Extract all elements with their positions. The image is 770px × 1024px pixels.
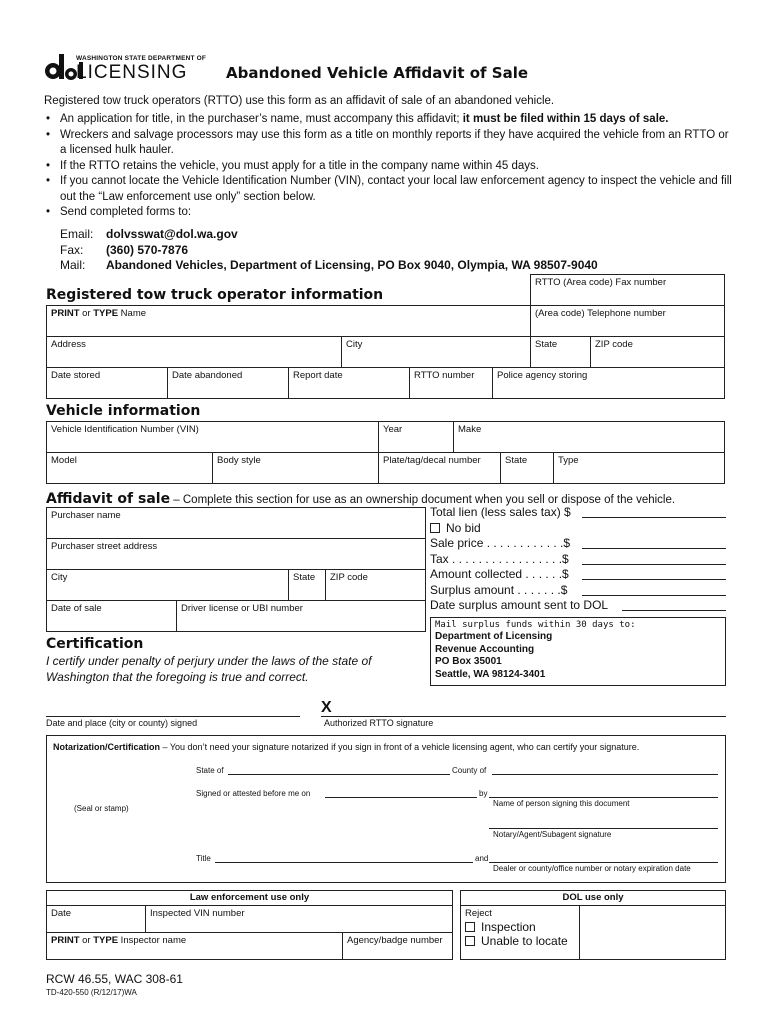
purchaser-zip-field[interactable]: ZIP code: [325, 569, 426, 601]
total-lien-line[interactable]: Total lien (less sales tax) $: [430, 505, 726, 521]
mail-surplus-box: Mail surplus funds within 30 days to: Department of Licensing Revenue Accounting PO Box 35001 Seattle, WA 98124-3401: [430, 617, 726, 686]
plate-field[interactable]: Plate/tag/decal number: [378, 452, 501, 484]
dol-use-heading: DOL use only: [460, 890, 726, 906]
bullet-item: • Send completed forms to:: [44, 205, 734, 221]
rcw-reference: RCW 46.55, WAC 308-61: [46, 972, 183, 986]
agency-small: WASHINGTON STATE DEPARTMENT OF: [76, 55, 207, 62]
dealer-number-line[interactable]: [489, 862, 718, 863]
sale-amounts: [430, 505, 726, 614]
rtto-city-field[interactable]: City: [341, 336, 531, 368]
affidavit-heading: Affidavit of sale – Complete this section for use as an ownership document when you sell or dispose of the vehicle.: [46, 491, 676, 507]
purchaser-city-field[interactable]: City: [46, 569, 289, 601]
certification-text: I certify under penalty of perjury under the laws of the state of Washington that the foregoing is true and correct.: [46, 654, 372, 684]
tax-line[interactable]: Tax . . . . . . . . . . . . . . . . .$: [430, 552, 726, 568]
model-field[interactable]: Model: [46, 452, 213, 484]
year-field[interactable]: Year: [378, 421, 454, 453]
report-date-field[interactable]: Report date: [288, 367, 410, 399]
notary-title-line[interactable]: [215, 862, 473, 863]
dol-reject-field: Reject Inspection Unable to locate: [460, 905, 580, 960]
instructions-list: [44, 112, 734, 221]
vin-field[interactable]: Vehicle Identification Number (VIN): [46, 421, 379, 453]
fax-number: (360) 570-7876: [106, 242, 189, 257]
rtto-fax-field[interactable]: RTTO (Area code) Fax number: [530, 274, 725, 306]
date-stored-field[interactable]: Date stored: [46, 367, 168, 399]
certification-heading: Certification: [46, 636, 144, 652]
agency-big: LICENSING: [76, 62, 188, 83]
mail-address: Abandoned Vehicles, Department of Licensing, PO Box 9040, Olympia, WA 98507-9040: [106, 258, 598, 272]
rtto-number-field[interactable]: RTTO number: [409, 367, 493, 399]
email-address[interactable]: dolvsswat@dol.wa.gov: [106, 227, 238, 241]
form-title: Abandoned Vehicle Affidavit of Sale: [226, 64, 529, 82]
signature-x-mark: X: [321, 699, 332, 716]
rtto-telephone-field[interactable]: (Area code) Telephone number: [530, 305, 725, 337]
form-number: TD-420-550 (R/12/17)WA: [46, 988, 137, 997]
rtto-address-field[interactable]: Address: [46, 336, 342, 368]
rtto-state-field[interactable]: State: [530, 336, 591, 368]
notary-signature-line[interactable]: [489, 828, 718, 829]
police-agency-field[interactable]: Police agency storing: [492, 367, 725, 399]
license-ubi-field[interactable]: Driver license or UBI number: [176, 600, 426, 632]
sale-price-line[interactable]: Sale price . . . . . . . . . . . .$: [430, 536, 726, 552]
bullet-item: • Wreckers and salvage processors may use this form as a title on monthly reports if they have acquired the vehicle from an RTTO or a licensed hulk hauler.: [44, 128, 734, 159]
rtto-signature-label: Authorized RTTO signature: [324, 718, 434, 728]
date-surplus-line[interactable]: Date surplus amount sent to DOL: [430, 598, 726, 614]
seal-area: (Seal or stamp): [74, 804, 129, 813]
date-place-label: Date and place (city or county) signed: [46, 718, 198, 728]
inspection-option[interactable]: Inspection: [465, 920, 575, 934]
vehicle-state-field[interactable]: State: [500, 452, 554, 484]
inspection-checkbox[interactable]: [465, 922, 475, 932]
signed-date-line[interactable]: [325, 797, 477, 798]
no-bid-checkbox[interactable]: [430, 523, 440, 533]
unable-locate-checkbox[interactable]: [465, 936, 475, 946]
date-abandoned-field[interactable]: Date abandoned: [167, 367, 289, 399]
rtto-signature-line[interactable]: [321, 716, 726, 717]
date-place-line[interactable]: [46, 716, 300, 717]
purchaser-name-field[interactable]: Purchaser name: [46, 507, 426, 539]
vehicle-type-field[interactable]: Type: [553, 452, 725, 484]
inspected-vin-field[interactable]: Inspected VIN number: [145, 905, 453, 933]
notary-box: [46, 735, 726, 883]
agency-badge-field[interactable]: Agency/badge number: [342, 932, 453, 960]
make-field[interactable]: Make: [453, 421, 725, 453]
surplus-line[interactable]: Surplus amount . . . . . . .$: [430, 583, 726, 599]
inspector-name-field[interactable]: PRINT or TYPE Inspector name: [46, 932, 343, 960]
contact-block: Email: dolvsswat@dol.wa.gov Fax: (360) 570-7876 Mail: Abandoned Vehicles, Department of Licensing, PO Box 9040, Olympia, WA 98507-9040: [60, 227, 598, 272]
bullet-item: • If you cannot locate the Vehicle Identification Number (VIN), contact your local law enforcement agency to inspect the vehicle and fill out the “Law enforcement use only” section below.: [44, 174, 734, 205]
law-enforcement-heading: Law enforcement use only: [46, 890, 453, 906]
vehicle-heading: Vehicle information: [46, 403, 201, 419]
body-style-field[interactable]: Body style: [212, 452, 379, 484]
rtto-name-field[interactable]: PRINT or TYPE Name: [46, 305, 531, 337]
law-date-field[interactable]: Date: [46, 905, 146, 933]
purchaser-state-field[interactable]: State: [288, 569, 326, 601]
dol-blank-field[interactable]: [579, 905, 726, 960]
intro-text: Registered tow truck operators (RTTO) use this form as an affidavit of sale of an abandoned vehicle.: [44, 95, 555, 107]
purchaser-address-field[interactable]: Purchaser street address: [46, 538, 426, 570]
date-of-sale-field[interactable]: Date of sale: [46, 600, 177, 632]
no-bid-option[interactable]: No bid: [430, 521, 726, 537]
signer-name-line[interactable]: [489, 797, 718, 798]
unable-locate-option[interactable]: Unable to locate: [465, 934, 575, 948]
bullet-item: • An application for title, in the purchaser’s name, must accompany this affidavit; it must be filed within 15 days of sale.: [44, 112, 734, 128]
amount-collected-line[interactable]: Amount collected . . . . . .$: [430, 567, 726, 583]
bullet-item: • If the RTTO retains the vehicle, you must apply for a title in the company name within 45 days.: [44, 159, 734, 175]
rtto-zip-field[interactable]: ZIP code: [590, 336, 725, 368]
county-of-line[interactable]: [492, 774, 718, 775]
notary-heading: Notarization/Certification – You don’t need your signature notarized if you sign in front of a vehicle licensing agent, who can certify your signature.: [53, 742, 640, 752]
rtto-heading: Registered tow truck operator information: [46, 287, 384, 303]
state-of-line[interactable]: [228, 774, 450, 775]
